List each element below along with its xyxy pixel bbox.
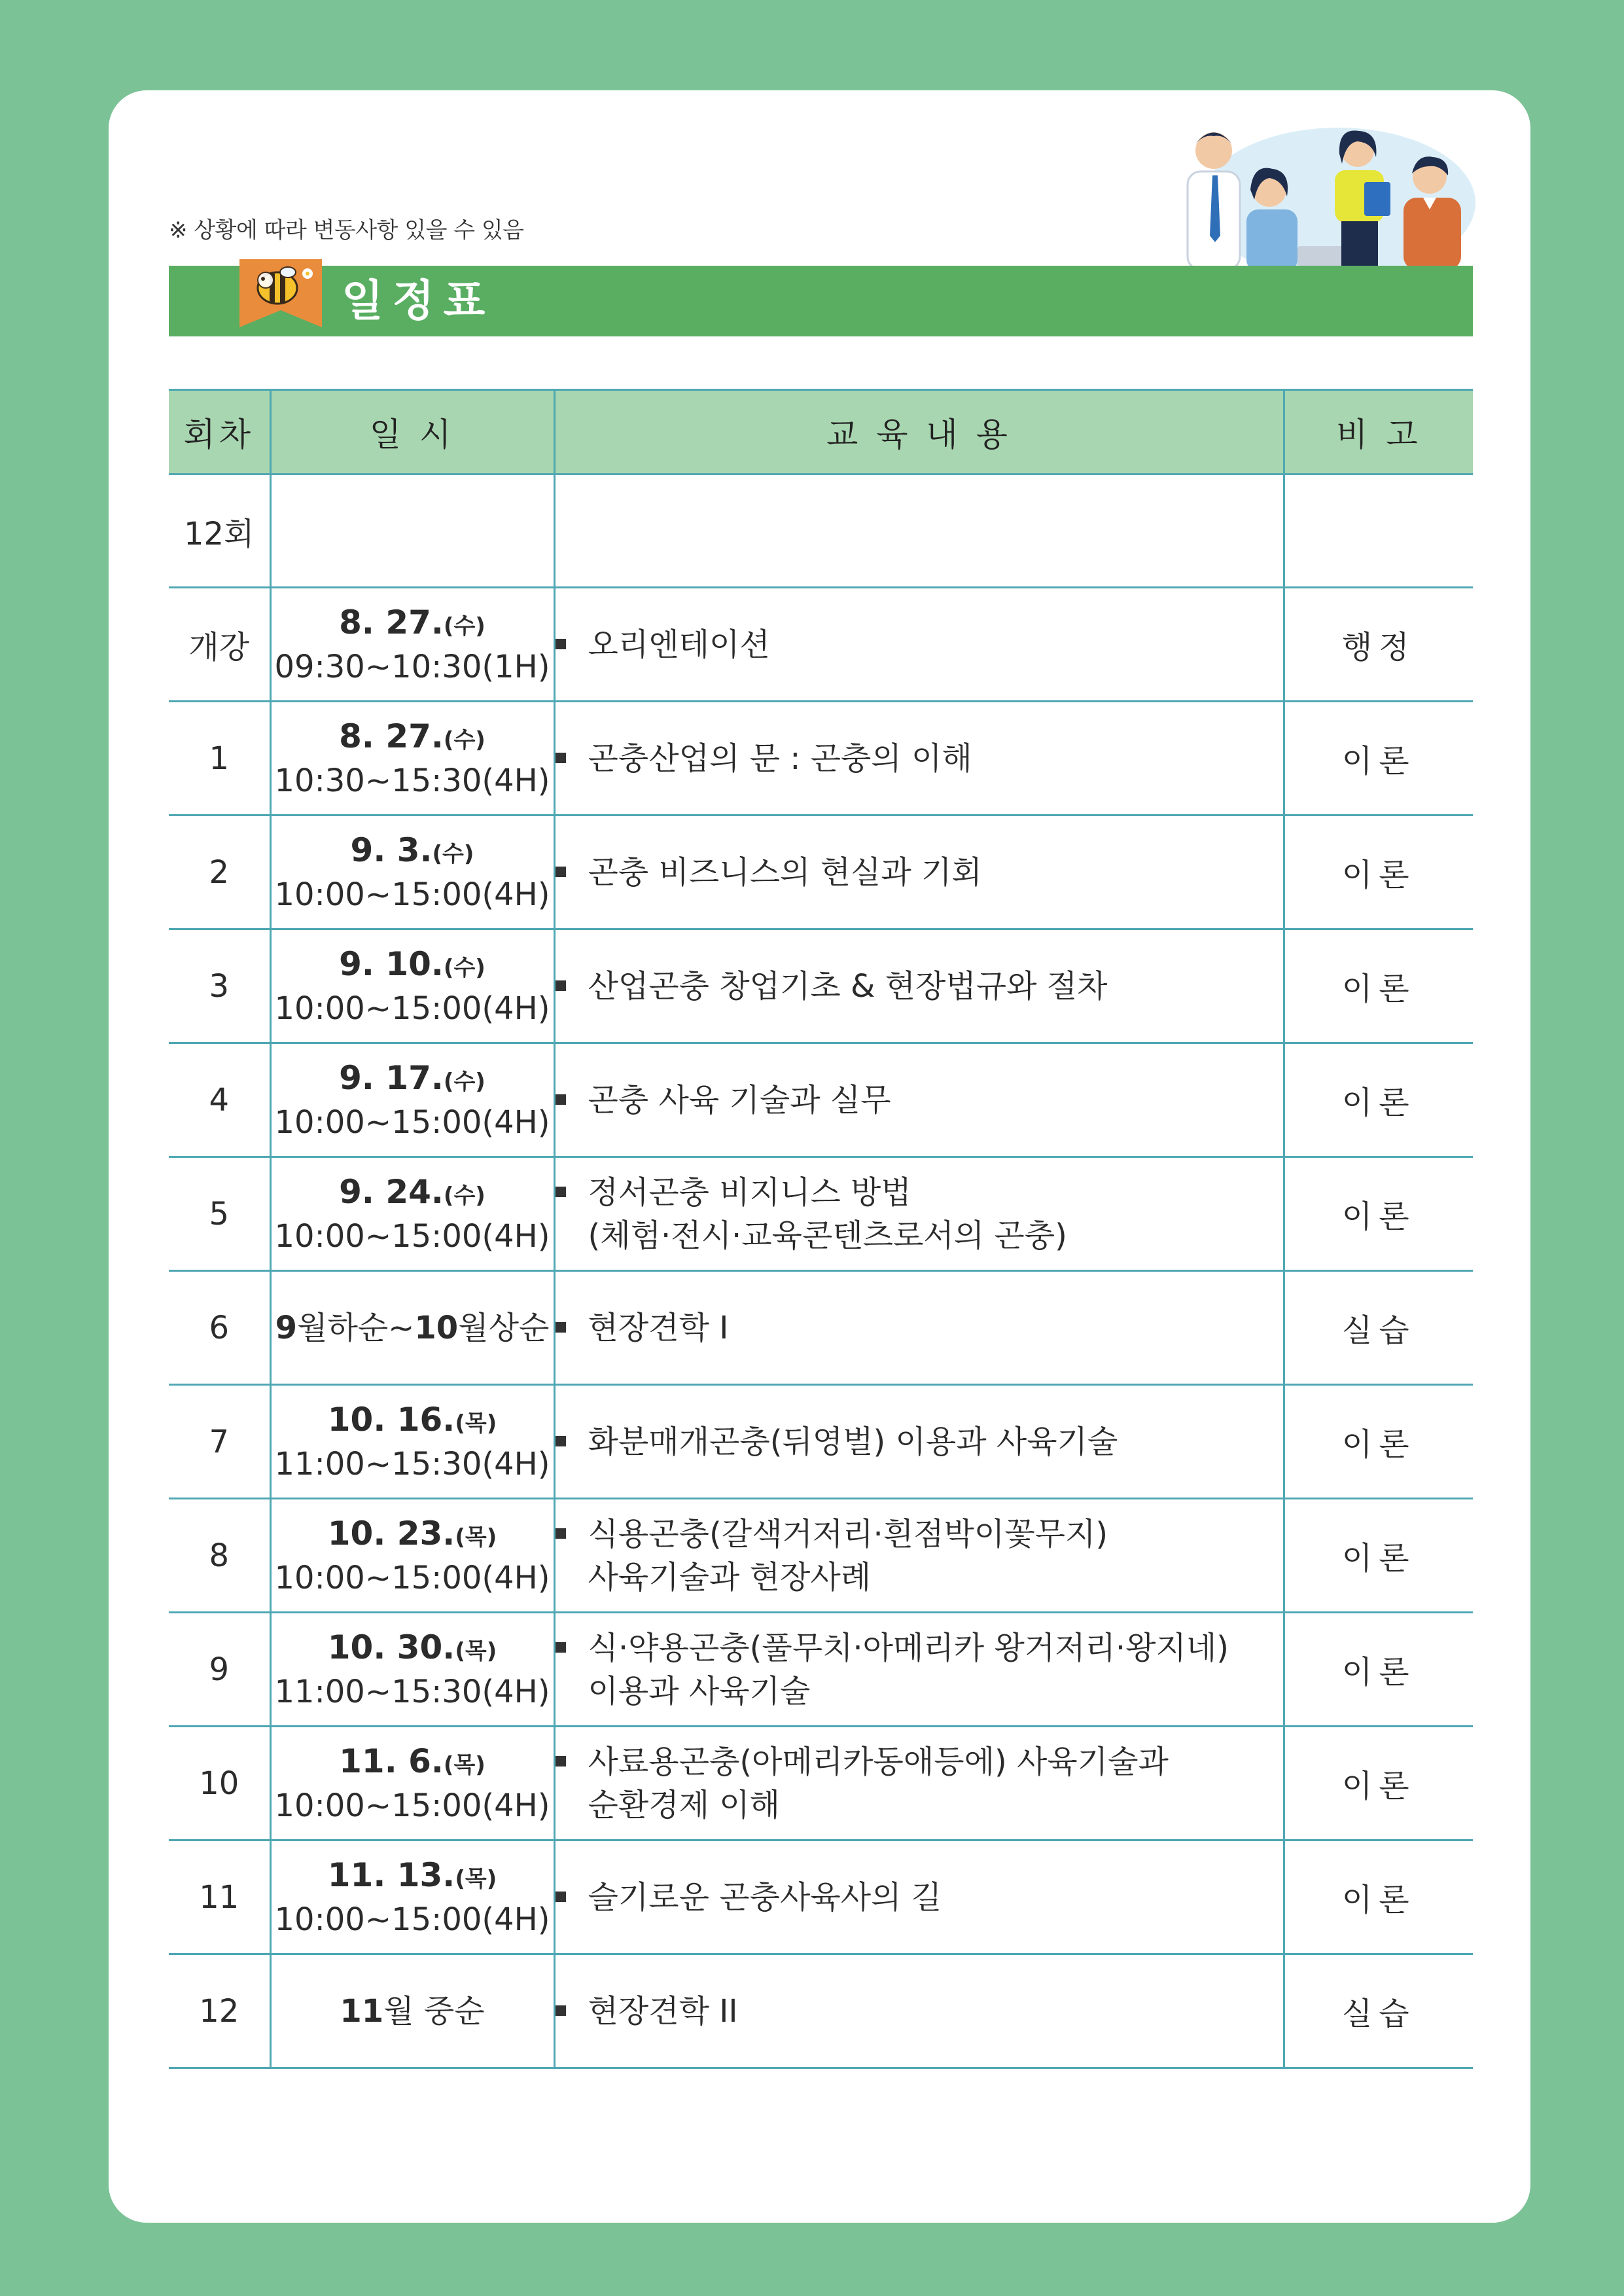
square-bullet-icon bbox=[556, 1528, 566, 1539]
table-row bbox=[169, 929, 1473, 1043]
round-cell: 8 bbox=[169, 1499, 270, 1613]
note-cell: 행정 bbox=[1284, 588, 1473, 702]
date-time: 10:00~15:00(4H) bbox=[274, 876, 550, 913]
header-round: 회차 bbox=[169, 390, 270, 475]
content-line: 식·약용곤충(풀무치·아메리카 왕거저리·왕지네) bbox=[588, 1629, 1229, 1666]
content-cell bbox=[554, 1385, 1284, 1499]
date-cell bbox=[270, 1271, 554, 1385]
content-cell bbox=[554, 929, 1284, 1043]
date-day: (목) bbox=[455, 1638, 497, 1664]
date-main: 10. 30. bbox=[327, 1628, 455, 1666]
date-time: 10:00~15:00(4H) bbox=[274, 1901, 550, 1938]
date-cell bbox=[270, 475, 554, 588]
round-cell: 1 bbox=[169, 702, 270, 816]
square-bullet-icon bbox=[556, 1187, 566, 1197]
table-row bbox=[169, 1385, 1473, 1499]
date-time: 11:00~15:30(4H) bbox=[274, 1673, 550, 1710]
date-cell bbox=[270, 1840, 554, 1954]
date-time: 11:00~15:30(4H) bbox=[274, 1445, 550, 1482]
date-day: (목) bbox=[443, 1751, 485, 1778]
note-cell: 이론 bbox=[1284, 929, 1473, 1043]
square-bullet-icon bbox=[556, 867, 566, 877]
content-line: 이용과 사육기술 bbox=[588, 1672, 811, 1710]
table-row bbox=[169, 1157, 1473, 1271]
schedule-table bbox=[169, 389, 1473, 2069]
table-row bbox=[169, 1271, 1473, 1385]
note-cell: 이론 bbox=[1284, 1840, 1473, 1954]
change-notice: ※ 상황에 따라 변동사항 있을 수 있음 bbox=[169, 217, 524, 243]
date-time: 10:00~15:00(4H) bbox=[274, 1103, 550, 1141]
note-cell: 이론 bbox=[1284, 702, 1473, 816]
date-cell bbox=[270, 1043, 554, 1157]
date-time: 10:00~15:00(4H) bbox=[274, 1559, 550, 1596]
square-bullet-icon bbox=[556, 753, 566, 763]
note-cell: 이론 bbox=[1284, 1727, 1473, 1840]
date-day: (목) bbox=[455, 1524, 497, 1551]
date-period-start: 월하순~ bbox=[297, 1309, 415, 1346]
content-cell bbox=[554, 1271, 1284, 1385]
square-bullet-icon bbox=[556, 1892, 566, 1902]
date-cell bbox=[270, 1727, 554, 1840]
content-line: 정서곤충 비지니스 방법 bbox=[588, 1174, 911, 1211]
date-period-end: 월상순 bbox=[458, 1309, 550, 1346]
date-cell bbox=[270, 1157, 554, 1271]
date-main: 9. 24. bbox=[339, 1172, 444, 1211]
date-time: 10:30~15:30(4H) bbox=[274, 762, 550, 799]
date-main: 10. 23. bbox=[327, 1514, 455, 1552]
content-cell bbox=[554, 1043, 1284, 1157]
bee-icon bbox=[239, 259, 322, 327]
date-month-start: 9 bbox=[275, 1309, 298, 1346]
content-line: 곤충 비즈니스의 현실과 기회 bbox=[588, 853, 982, 891]
content-cell bbox=[554, 816, 1284, 929]
square-bullet-icon bbox=[556, 639, 566, 649]
content-cell bbox=[554, 1613, 1284, 1727]
round-cell: 11 bbox=[169, 1840, 270, 1954]
date-main: 9. 17. bbox=[339, 1058, 444, 1097]
table-row bbox=[169, 816, 1473, 929]
note-cell: 실습 bbox=[1284, 1954, 1473, 2068]
date-month-end: 10 bbox=[414, 1309, 459, 1346]
round-cell: 12회 bbox=[169, 475, 270, 588]
date-period: 월 중순 bbox=[383, 1992, 485, 2030]
content-line: (체험·전시·교육콘텐츠로서의 곤충) bbox=[588, 1217, 1067, 1254]
content-line: 산업곤충 창업기초 & 현장법규와 절차 bbox=[588, 967, 1108, 1005]
date-day: (목) bbox=[455, 1865, 497, 1892]
date-cell bbox=[270, 1613, 554, 1727]
date-cell bbox=[270, 1499, 554, 1613]
header-datetime: 일 시 bbox=[270, 390, 554, 475]
page-title: 일정표 bbox=[342, 276, 495, 326]
date-time: 10:00~15:00(4H) bbox=[274, 1217, 550, 1255]
content-line: 순환경제 이해 bbox=[588, 1786, 780, 1823]
date-cell bbox=[270, 702, 554, 816]
note-cell: 이론 bbox=[1284, 816, 1473, 929]
content-line: 오리엔테이션 bbox=[588, 626, 770, 663]
square-bullet-icon bbox=[556, 2005, 566, 2016]
square-bullet-icon bbox=[556, 1642, 566, 1653]
round-cell: 9 bbox=[169, 1613, 270, 1727]
round-cell: 10 bbox=[169, 1727, 270, 1840]
content-cell bbox=[554, 475, 1284, 588]
date-time: 10:00~15:00(4H) bbox=[274, 1787, 550, 1824]
square-bullet-icon bbox=[556, 1322, 566, 1333]
note-cell bbox=[1284, 475, 1473, 588]
content-line: 화분매개곤충(뒤영벌) 이용과 사육기술 bbox=[588, 1423, 1118, 1460]
table-row-summary bbox=[169, 475, 1473, 588]
note-cell: 이론 bbox=[1284, 1613, 1473, 1727]
content-line: 현장견학 II bbox=[588, 1992, 738, 2030]
round-cell: 4 bbox=[169, 1043, 270, 1157]
content-cell bbox=[554, 702, 1284, 816]
date-day: (수) bbox=[443, 1182, 485, 1209]
note-cell: 이론 bbox=[1284, 1157, 1473, 1271]
content-cell bbox=[554, 1954, 1284, 2068]
date-main: 10. 16. bbox=[327, 1400, 455, 1439]
content-line: 곤충 사육 기술과 실무 bbox=[588, 1081, 891, 1119]
round-cell: 12 bbox=[169, 1954, 270, 2068]
date-day: (수) bbox=[443, 1068, 485, 1095]
date-main: 11. 6. bbox=[339, 1742, 444, 1780]
content-cell bbox=[554, 588, 1284, 702]
date-main: 9. 3. bbox=[350, 831, 432, 869]
date-main: 8. 27. bbox=[339, 717, 444, 755]
round-cell: 개강 bbox=[169, 588, 270, 702]
square-bullet-icon bbox=[556, 980, 566, 991]
round-cell: 7 bbox=[169, 1385, 270, 1499]
content-line: 곤충산업의 문 : 곤충의 이해 bbox=[588, 740, 972, 777]
note-cell: 이론 bbox=[1284, 1499, 1473, 1613]
team-illustration bbox=[1142, 118, 1475, 268]
square-bullet-icon bbox=[556, 1756, 566, 1767]
date-main: 11. 13. bbox=[327, 1856, 455, 1894]
round-cell: 5 bbox=[169, 1157, 270, 1271]
date-cell bbox=[270, 816, 554, 929]
table-row bbox=[169, 1613, 1473, 1727]
date-time: 09:30~10:30(1H) bbox=[274, 648, 550, 685]
table-row bbox=[169, 1840, 1473, 1954]
note-cell: 실습 bbox=[1284, 1271, 1473, 1385]
date-cell bbox=[270, 588, 554, 702]
header-note: 비 고 bbox=[1284, 390, 1473, 475]
content-line: 현장견학 I bbox=[588, 1309, 729, 1346]
table-row bbox=[169, 588, 1473, 702]
date-time: 10:00~15:00(4H) bbox=[274, 990, 550, 1027]
table-row bbox=[169, 1954, 1473, 2068]
note-cell: 이론 bbox=[1284, 1385, 1473, 1499]
note-cell: 이론 bbox=[1284, 1043, 1473, 1157]
square-bullet-icon bbox=[556, 1094, 566, 1105]
date-day: (수) bbox=[443, 954, 485, 981]
content-line: 식용곤충(갈색거저리·흰점박이꽃무지) bbox=[588, 1515, 1108, 1552]
content-line: 사료용곤충(아메리카동애등에) 사육기술과 bbox=[588, 1743, 1169, 1780]
table-row bbox=[169, 1499, 1473, 1613]
content-line: 사육기술과 현장사례 bbox=[588, 1558, 872, 1596]
date-day: (수) bbox=[443, 613, 485, 639]
table-row bbox=[169, 1727, 1473, 1840]
content-cell bbox=[554, 1840, 1284, 1954]
date-day: (수) bbox=[443, 726, 485, 753]
table-row bbox=[169, 1043, 1473, 1157]
date-cell bbox=[270, 929, 554, 1043]
date-cell bbox=[270, 1954, 554, 2068]
header-content: 교 육 내 용 bbox=[554, 390, 1284, 475]
date-main: 9. 10. bbox=[339, 944, 444, 983]
date-month: 11 bbox=[340, 1992, 384, 2030]
square-bullet-icon bbox=[556, 1436, 566, 1446]
round-cell: 2 bbox=[169, 816, 270, 929]
content-line: 슬기로운 곤충사육사의 길 bbox=[588, 1878, 942, 1916]
table-header-row bbox=[169, 390, 1473, 475]
date-cell bbox=[270, 1385, 554, 1499]
round-cell: 6 bbox=[169, 1271, 270, 1385]
date-day: (목) bbox=[455, 1410, 497, 1437]
table-row bbox=[169, 702, 1473, 816]
content-cell bbox=[554, 1727, 1284, 1840]
date-day: (수) bbox=[432, 840, 474, 867]
content-cell bbox=[554, 1157, 1284, 1271]
round-cell: 3 bbox=[169, 929, 270, 1043]
content-cell bbox=[554, 1499, 1284, 1613]
date-main: 8. 27. bbox=[339, 603, 444, 641]
